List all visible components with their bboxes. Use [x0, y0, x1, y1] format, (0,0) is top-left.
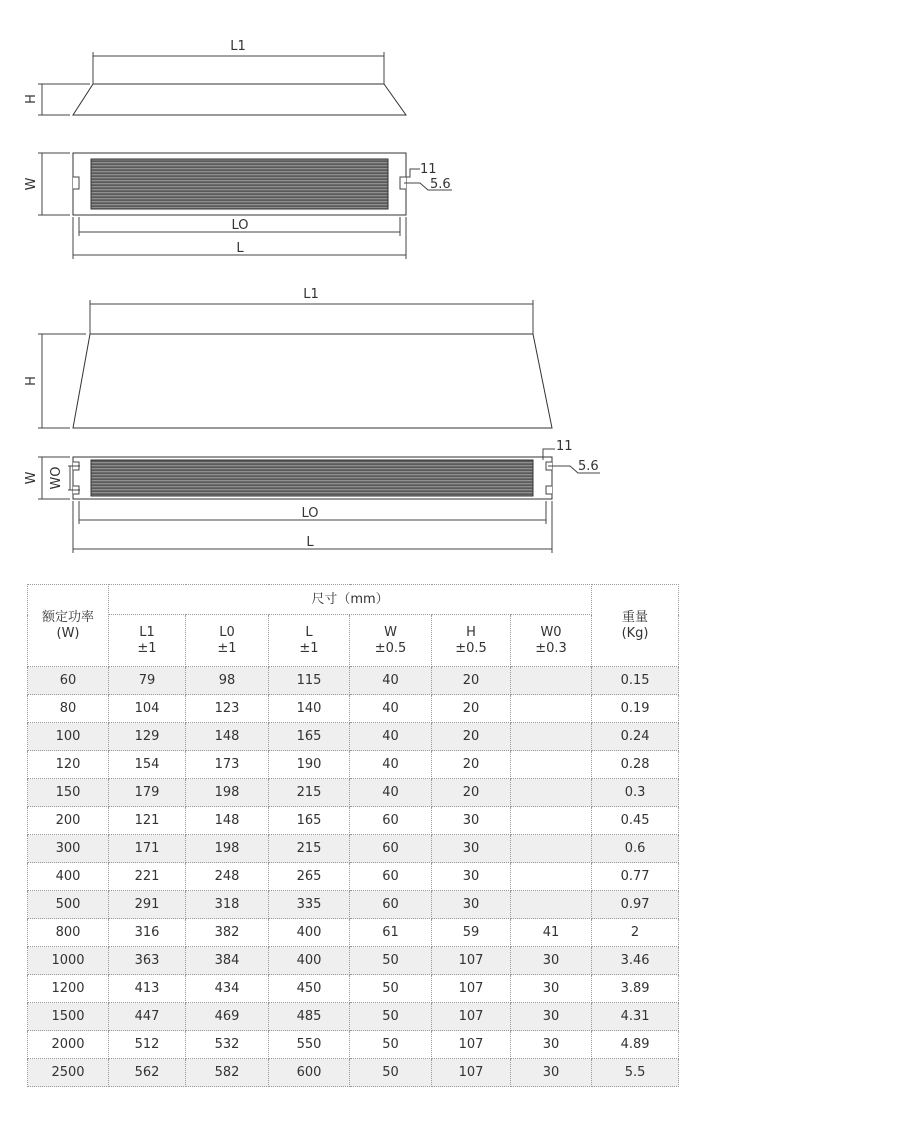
weight-cell: 3.89 — [592, 975, 679, 1003]
power-cell: 60 — [28, 667, 109, 695]
l1-cell: 291 — [109, 891, 186, 919]
l1-cell: 447 — [109, 1003, 186, 1031]
weight-header — [592, 585, 679, 667]
dim-header-row — [28, 615, 679, 667]
power-cell: 1200 — [28, 975, 109, 1003]
l-cell: 165 — [269, 723, 350, 751]
table-row — [28, 723, 679, 751]
power-cell: 100 — [28, 723, 109, 751]
table-row — [28, 807, 679, 835]
weight-cell: 0.19 — [592, 695, 679, 723]
power-cell: 120 — [28, 751, 109, 779]
power-cell: 800 — [28, 919, 109, 947]
l-cell: 400 — [269, 919, 350, 947]
small-l1-label: L1 — [230, 39, 246, 54]
w0-cell — [511, 667, 592, 695]
h-cell: 20 — [432, 779, 511, 807]
w0-cell — [511, 891, 592, 919]
w-cell: 50 — [350, 1003, 432, 1031]
small-slot-label: 11 — [420, 162, 437, 177]
l1-cell: 562 — [109, 1059, 186, 1087]
l0-cell: 318 — [186, 891, 269, 919]
dim-column-header: W ±0.5 — [350, 615, 432, 667]
small-left-slot — [73, 177, 79, 189]
large-side-body — [73, 334, 552, 428]
power-cell: 80 — [28, 695, 109, 723]
power-cell: 2000 — [28, 1031, 109, 1059]
small-w-label: W — [24, 177, 39, 191]
small-l-label: L — [236, 241, 244, 256]
l0-cell: 173 — [186, 751, 269, 779]
weight-cell: 3.46 — [592, 947, 679, 975]
weight-cell: 0.3 — [592, 779, 679, 807]
table-row — [28, 835, 679, 863]
table-row — [28, 1031, 679, 1059]
l-cell: 600 — [269, 1059, 350, 1087]
l0-cell: 98 — [186, 667, 269, 695]
w-cell: 50 — [350, 947, 432, 975]
w0-cell: 30 — [511, 947, 592, 975]
w-cell: 60 — [350, 891, 432, 919]
w0-cell: 41 — [511, 919, 592, 947]
table-row — [28, 863, 679, 891]
large-hole-label: 5.6 — [578, 459, 599, 474]
w0-cell: 30 — [511, 1031, 592, 1059]
h-cell: 107 — [432, 947, 511, 975]
dim-column-header: H ±0.5 — [432, 615, 511, 667]
l1-cell: 512 — [109, 1031, 186, 1059]
h-cell: 107 — [432, 1003, 511, 1031]
l1-cell: 104 — [109, 695, 186, 723]
large-l-label: L — [306, 535, 314, 550]
weight-cell: 0.28 — [592, 751, 679, 779]
l1-cell: 129 — [109, 723, 186, 751]
weight-cell: 0.77 — [592, 863, 679, 891]
power-cell: 400 — [28, 863, 109, 891]
weight-cell: 0.15 — [592, 667, 679, 695]
dim-column-header: W0 ±0.3 — [511, 615, 592, 667]
weight-header-text: 重量 (Kg) — [621, 609, 649, 641]
l0-cell: 248 — [186, 863, 269, 891]
w0-cell — [511, 835, 592, 863]
l-cell: 550 — [269, 1031, 350, 1059]
l-cell: 165 — [269, 807, 350, 835]
small-side-body — [73, 84, 406, 115]
large-side-view — [38, 300, 552, 428]
large-l1-label: L1 — [303, 287, 319, 302]
l1-cell: 316 — [109, 919, 186, 947]
h-cell: 30 — [432, 863, 511, 891]
l1-cell: 154 — [109, 751, 186, 779]
table-row — [28, 947, 679, 975]
l0-cell: 532 — [186, 1031, 269, 1059]
power-cell: 150 — [28, 779, 109, 807]
w0-cell — [511, 695, 592, 723]
table-row — [28, 891, 679, 919]
l-cell: 335 — [269, 891, 350, 919]
l0-cell: 198 — [186, 835, 269, 863]
weight-cell: 4.89 — [592, 1031, 679, 1059]
w0-cell: 30 — [511, 975, 592, 1003]
weight-cell: 0.6 — [592, 835, 679, 863]
weight-cell: 4.31 — [592, 1003, 679, 1031]
weight-cell: 5.5 — [592, 1059, 679, 1087]
power-cell: 300 — [28, 835, 109, 863]
weight-cell: 2 — [592, 919, 679, 947]
large-right-slot-bottom — [546, 486, 552, 494]
small-ribbed-body — [91, 159, 388, 209]
power-cell: 1500 — [28, 1003, 109, 1031]
l0-cell: 123 — [186, 695, 269, 723]
table-row — [28, 1059, 679, 1087]
l1-cell: 79 — [109, 667, 186, 695]
weight-cell: 0.24 — [592, 723, 679, 751]
l0-cell: 434 — [186, 975, 269, 1003]
table-row — [28, 751, 679, 779]
h-cell: 30 — [432, 835, 511, 863]
table-row — [28, 667, 679, 695]
l0-cell: 198 — [186, 779, 269, 807]
small-h-label: H — [24, 94, 39, 104]
spec-table-body — [28, 667, 679, 1087]
h-cell: 20 — [432, 751, 511, 779]
large-wo-label: WO — [49, 466, 64, 490]
dims-header: 尺寸（mm） — [109, 585, 592, 615]
w-cell: 50 — [350, 975, 432, 1003]
l0-cell: 148 — [186, 807, 269, 835]
small-hole-label: 5.6 — [430, 177, 451, 192]
l-cell: 450 — [269, 975, 350, 1003]
w-cell: 50 — [350, 1059, 432, 1087]
power-cell: 2500 — [28, 1059, 109, 1087]
w-cell: 60 — [350, 807, 432, 835]
l-cell: 265 — [269, 863, 350, 891]
w-cell: 60 — [350, 835, 432, 863]
l0-cell: 384 — [186, 947, 269, 975]
l-cell: 190 — [269, 751, 350, 779]
large-ribbed-body — [91, 460, 533, 496]
w-cell: 40 — [350, 723, 432, 751]
h-cell: 20 — [432, 695, 511, 723]
w0-cell — [511, 779, 592, 807]
power-cell: 200 — [28, 807, 109, 835]
l1-cell: 363 — [109, 947, 186, 975]
l-cell: 400 — [269, 947, 350, 975]
l1-cell: 413 — [109, 975, 186, 1003]
w0-cell: 30 — [511, 1003, 592, 1031]
w-cell: 50 — [350, 1031, 432, 1059]
w0-cell: 30 — [511, 1059, 592, 1087]
w-cell: 40 — [350, 751, 432, 779]
l-cell: 215 — [269, 835, 350, 863]
l-cell: 140 — [269, 695, 350, 723]
h-cell: 30 — [432, 807, 511, 835]
large-top-view — [38, 449, 600, 553]
h-cell: 107 — [432, 1059, 511, 1087]
large-h-label: H — [24, 376, 39, 386]
large-w-label: W — [24, 471, 39, 485]
table-row — [28, 919, 679, 947]
spec-table — [27, 584, 679, 1087]
h-cell: 30 — [432, 891, 511, 919]
small-lo-label: LO — [231, 218, 249, 233]
table-row — [28, 975, 679, 1003]
h-cell: 59 — [432, 919, 511, 947]
dim-column-header: L0 ±1 — [186, 615, 269, 667]
weight-cell: 0.97 — [592, 891, 679, 919]
table-row — [28, 695, 679, 723]
h-cell: 20 — [432, 723, 511, 751]
h-cell: 107 — [432, 975, 511, 1003]
l0-cell: 382 — [186, 919, 269, 947]
dim-column-header: L1 ±1 — [109, 615, 186, 667]
w-cell: 40 — [350, 779, 432, 807]
small-side-view — [38, 52, 406, 115]
w-cell: 40 — [350, 695, 432, 723]
l0-cell: 582 — [186, 1059, 269, 1087]
w0-cell — [511, 751, 592, 779]
l1-cell: 179 — [109, 779, 186, 807]
large-slot-label: 11 — [556, 439, 573, 454]
l1-cell: 121 — [109, 807, 186, 835]
small-top-view — [38, 153, 452, 259]
w-cell: 40 — [350, 667, 432, 695]
power-cell: 1000 — [28, 947, 109, 975]
w-cell: 61 — [350, 919, 432, 947]
table-row — [28, 1003, 679, 1031]
weight-cell: 0.45 — [592, 807, 679, 835]
table-row — [28, 779, 679, 807]
power-cell: 500 — [28, 891, 109, 919]
power-header-text: 额定功率 (W) — [41, 609, 94, 641]
l1-cell: 171 — [109, 835, 186, 863]
w0-cell — [511, 863, 592, 891]
h-cell: 107 — [432, 1031, 511, 1059]
w-cell: 60 — [350, 863, 432, 891]
w0-cell — [511, 807, 592, 835]
l1-cell: 221 — [109, 863, 186, 891]
l0-cell: 148 — [186, 723, 269, 751]
l0-cell: 469 — [186, 1003, 269, 1031]
large-lo-label: LO — [301, 506, 319, 521]
l-cell: 215 — [269, 779, 350, 807]
w0-cell — [511, 723, 592, 751]
power-header — [28, 585, 109, 667]
l-cell: 485 — [269, 1003, 350, 1031]
h-cell: 20 — [432, 667, 511, 695]
l-cell: 115 — [269, 667, 350, 695]
dim-column-header: L ±1 — [269, 615, 350, 667]
